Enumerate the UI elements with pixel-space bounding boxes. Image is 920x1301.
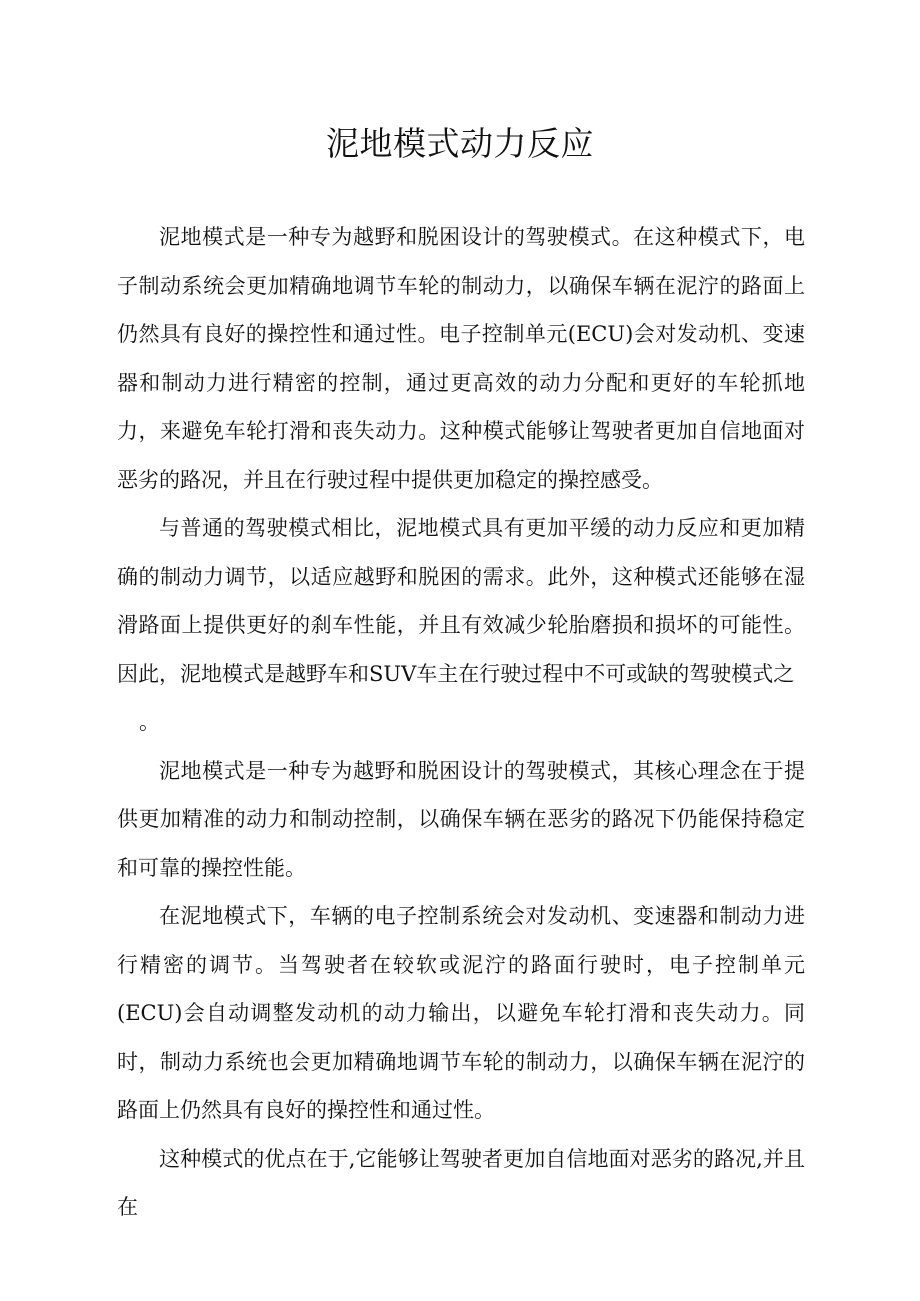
paragraph-4: 在泥地模式下，车辆的电子控制系统会对发动机、变速器和制动力进行精密的调节。当驾驶者在较软或泥泞的路面行驶时，电子控制单元(ECU)会自动调整发动机的动力输出，以避免车轮打滑和丧失动力。同时，制动力系统也会更加精确地调节车轮的制动力，以确保车辆在泥泞的路面上仍然具有良好的操控性和通过性。 — [117, 904, 805, 1122]
paragraph-2: 与普通的驾驶模式相比，泥地模式具有更加平缓的动力反应和更加精确的制动力调节，以适应越野和脱困的需求。此外，这种模式还能够在湿滑路面上提供更好的刹车性能，并且有效减少轮胎磨损和损坏的可能性。因此，泥地模式是越野车和SUV车主在行驶过程中不可或缺的驾驶模式之 — [117, 516, 805, 686]
document-body — [117, 213, 805, 1232]
paragraph-3: 泥地模式是一种专为越野和脱困设计的驾驶模式，其核心理念在于提供更加精准的动力和制动控制，以确保车辆在恶劣的路况下仍能保持稳定和可靠的操控性能。 — [117, 758, 805, 880]
paragraph-5: 这种模式的优点在于,它能够让驾驶者更加自信地面对恶劣的路况,并且在 — [117, 1146, 805, 1219]
paragraph-1: 泥地模式是一种专为越野和脱困设计的驾驶模式。在这种模式下，电子制动系统会更加精确地调节车轮的制动力，以确保车辆在泥泞的路面上仍然具有良好的操控性和通过性。电子控制单元(ECU)会对发动机、变速器和制动力进行精密的控制，通过更高效的动力分配和更好的车轮抓地力，来避免车轮打滑和丧失动力。这种模式能够让驾驶者更加自信地面对恶劣的路况，并且在行驶过程中提供更加稳定的操控感受。 — [117, 225, 805, 492]
document-title: 泥地模式动力反应 — [326, 124, 594, 163]
stray-period-line: 。 — [139, 710, 160, 734]
